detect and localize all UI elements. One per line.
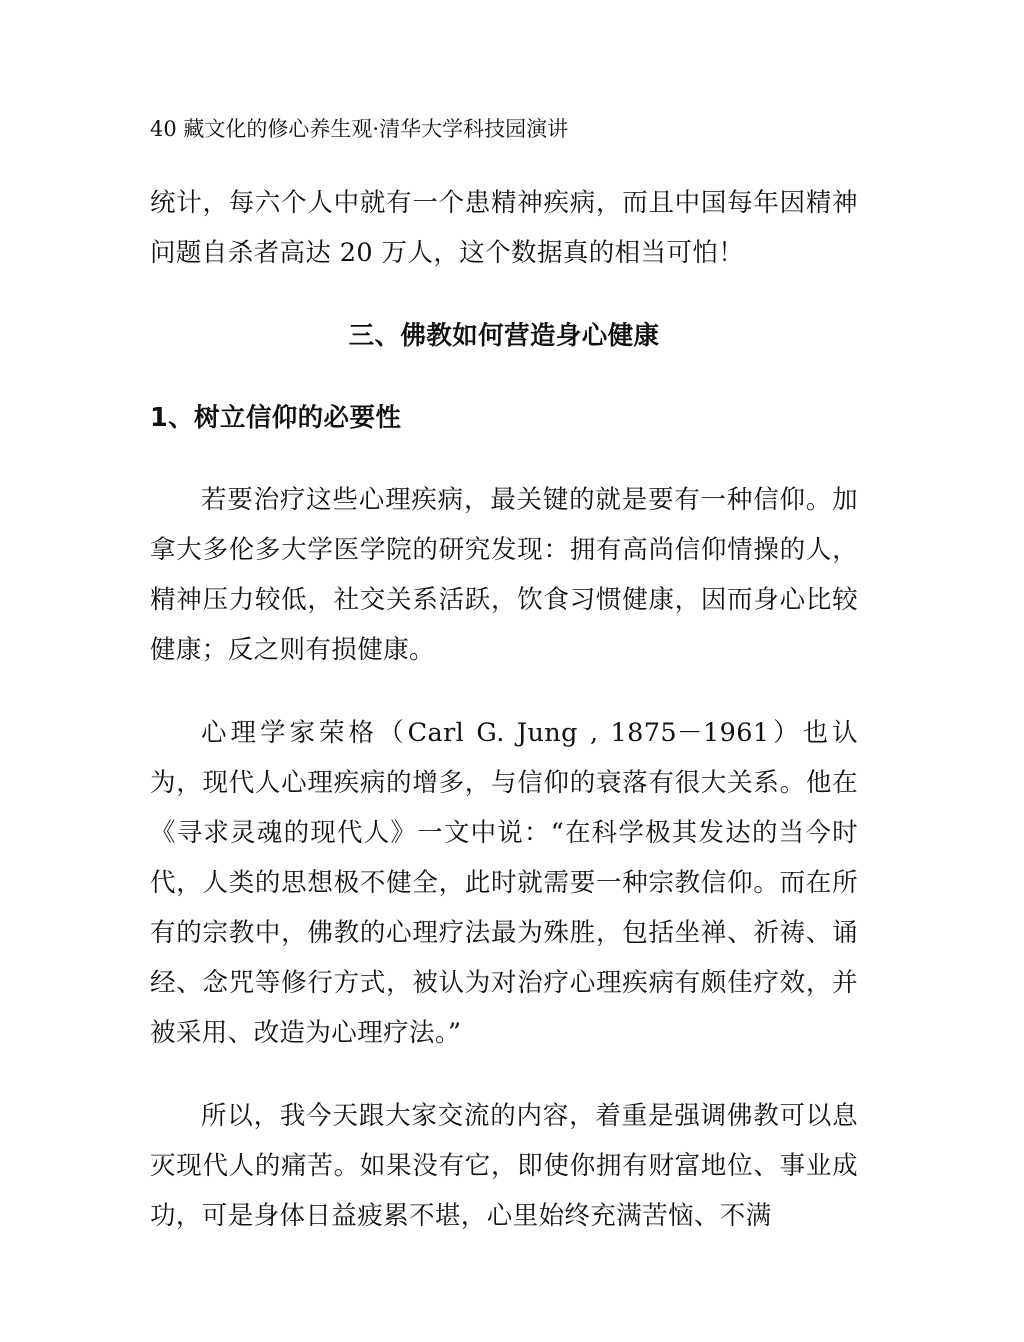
page-body	[150, 178, 858, 1241]
paragraph: 所以，我今天跟大家交流的内容，着重是强调佛教可以息灭现代人的痛苦。如果没有它，即使你拥有财富地位、事业成功，可是身体日益疲累不堪，心里始终充满苦恼、不满	[150, 1101, 858, 1231]
paragraph: 心理学家荣格（Carl G. Jung , 1875－1961）也认为，现代人心理疾病的增多，与信仰的衰落有很大关系。他在《寻求灵魂的现代人》一文中说：“在科学极其发达的当今时代，人类的思想极不健全，此时就需要一种宗教信仰。而在所有的宗教中，佛教的心理疗法最为殊胜，包括坐禅、祈祷、诵经、念咒等修行方式，被认为对治疗心理疾病有颇佳疗效，并被采用、改造为心理疗法。”	[150, 718, 858, 1048]
sub-heading: 1、树立信仰的必要性	[150, 403, 402, 433]
paragraph-continuation: 统计，每六个人中就有一个患精神疾病，而且中国每年因精神问题自杀者高达 20 万人，这个数据真的相当可怕！	[150, 188, 858, 268]
paragraph: 若要治疗这些心理疾病，最关键的就是要有一种信仰。加拿大多伦多大学医学院的研究发现：拥有高尚信仰情操的人，精神压力较低，社交关系活跃，饮食习惯健康，因而身心比较健康；反之则有损健康。	[150, 485, 858, 665]
section-heading: 三、佛教如何营造身心健康	[348, 321, 660, 351]
running-header: 40 藏文化的修心养生观·清华大学科技园演讲	[150, 117, 569, 141]
